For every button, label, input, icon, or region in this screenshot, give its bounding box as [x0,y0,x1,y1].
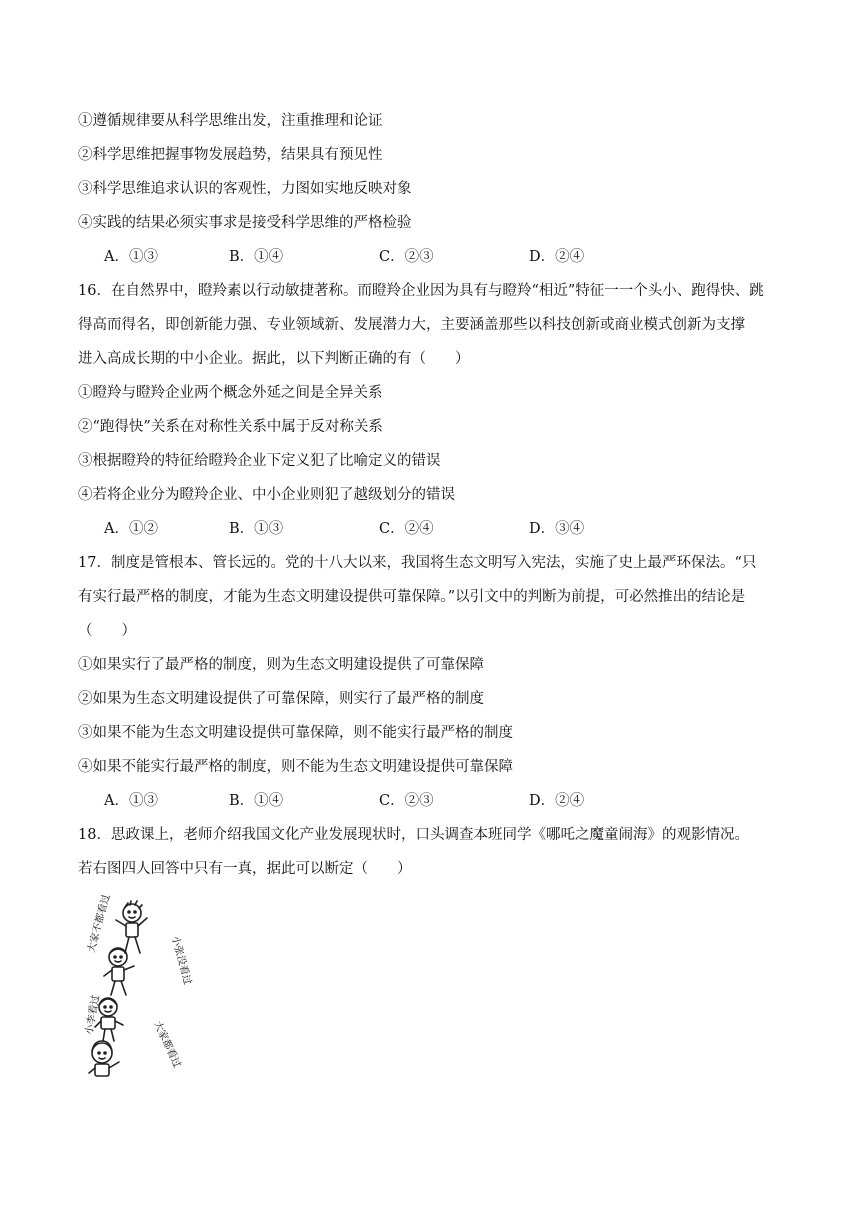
q16-stem-line-2: 得高而得名，即创新能力强、专业领域新、发展潜力大，主要涵盖那些以科技创新或商业模式创新为支撑 [78,317,745,333]
q16-options [104,519,804,539]
q16-option-c[interactable]: C．②④ [379,521,434,537]
q17-option-c[interactable]: C．②③ [379,793,434,809]
q16-option-a[interactable]: A．①② [104,521,158,537]
q17-options [104,791,804,811]
q16-statement-3: ③根据瞪羚的特征给瞪羚企业下定义犯了比喻定义的错误 [78,453,441,469]
q17-option-a[interactable]: A．①③ [104,793,158,809]
q17-statement-2: ②如果为生态文明建设提供了可靠保障，则实行了最严格的制度 [78,691,484,707]
q16-option-b[interactable]: B．①③ [229,521,284,537]
q17-stem-line-3: （ ） [78,623,136,639]
q17-stem-line-1: 17．制度是管根本、管长远的。党的十八大以来，我国将生态文明写入宪法，实施了史上最严环保法。“只 [78,555,757,571]
q15-option-d[interactable]: D．②④ [529,249,585,265]
q17-statement-1: ①如果实行了最严格的制度，则为生态文明建设提供了可靠保障 [78,657,484,673]
q15-statement-2: ②科学思维把握事物发展趋势，结果具有预见性 [78,147,383,163]
q18-stem-line-2: 若右图四人回答中只有一真，据此可以断定（ ） [78,861,412,877]
q15-option-b[interactable]: B．①④ [229,249,284,265]
q17-statement-3: ③如果不能为生态文明建设提供可靠保障，则不能实行最严格的制度 [78,725,513,741]
q18-figure [80,895,210,1090]
q15-statement-4: ④实践的结果必须实事求是接受科学思维的严格检验 [78,215,412,231]
q16-statement-1: ①瞪羚与瞪羚企业两个概念外延之间是全异关系 [78,385,383,401]
q16-stem-line-3: 进入高成长期的中小企业。据此，以下判断正确的有（ ） [78,351,470,367]
q15-statement-3: ③科学思维追求认识的客观性，力图如实地反映对象 [78,181,412,197]
q15-option-a[interactable]: A．①③ [104,249,158,265]
q15-option-c[interactable]: C．②③ [379,249,434,265]
q16-statement-4: ④若将企业分为瞪羚企业、中小企业则犯了越级划分的错误 [78,487,455,503]
person-2-icon [104,948,134,995]
person-4-icon [89,1041,119,1076]
caption-1: 大家不都看过 [86,895,113,954]
four-people-illustration [80,895,210,1090]
q15-statement-1: ①遵循规律要从科学思维出发，注重推理和论证 [78,113,383,129]
caption-3: 小李看过 [84,994,102,1036]
caption-4: 大家都看过 [151,1019,183,1070]
q17-statement-4: ④如果不能实行最严格的制度，则不能为生态文明建设提供可靠保障 [78,759,513,775]
q18-stem-line-1: 18．思政课上，老师介绍我国文化产业发展现状时，口头调查本班同学《哪吒之魔童闹海》的观影情况。 [78,827,749,843]
q16-stem-line-1: 16．在自然界中，瞪羚素以行动敏捷著称。而瞪羚企业因为具有与瞪羚“相近”特征一一个头小、跑得快、跳 [78,283,764,299]
q15-options [104,247,804,267]
person-1-icon [116,901,147,953]
q17-option-d[interactable]: D．②④ [529,793,585,809]
caption-2: 小张没看过 [169,934,193,987]
q17-stem-line-2: 有实行最严格的制度，才能为生态文明建设提供可靠保障。”以引文中的判断为前提，可必然推出的结论是 [78,589,746,605]
q16-statement-2: ②“跑得快”关系在对称性关系中属于反对称关系 [78,419,383,435]
q17-option-b[interactable]: B．①④ [229,793,284,809]
q16-option-d[interactable]: D．③④ [529,521,585,537]
